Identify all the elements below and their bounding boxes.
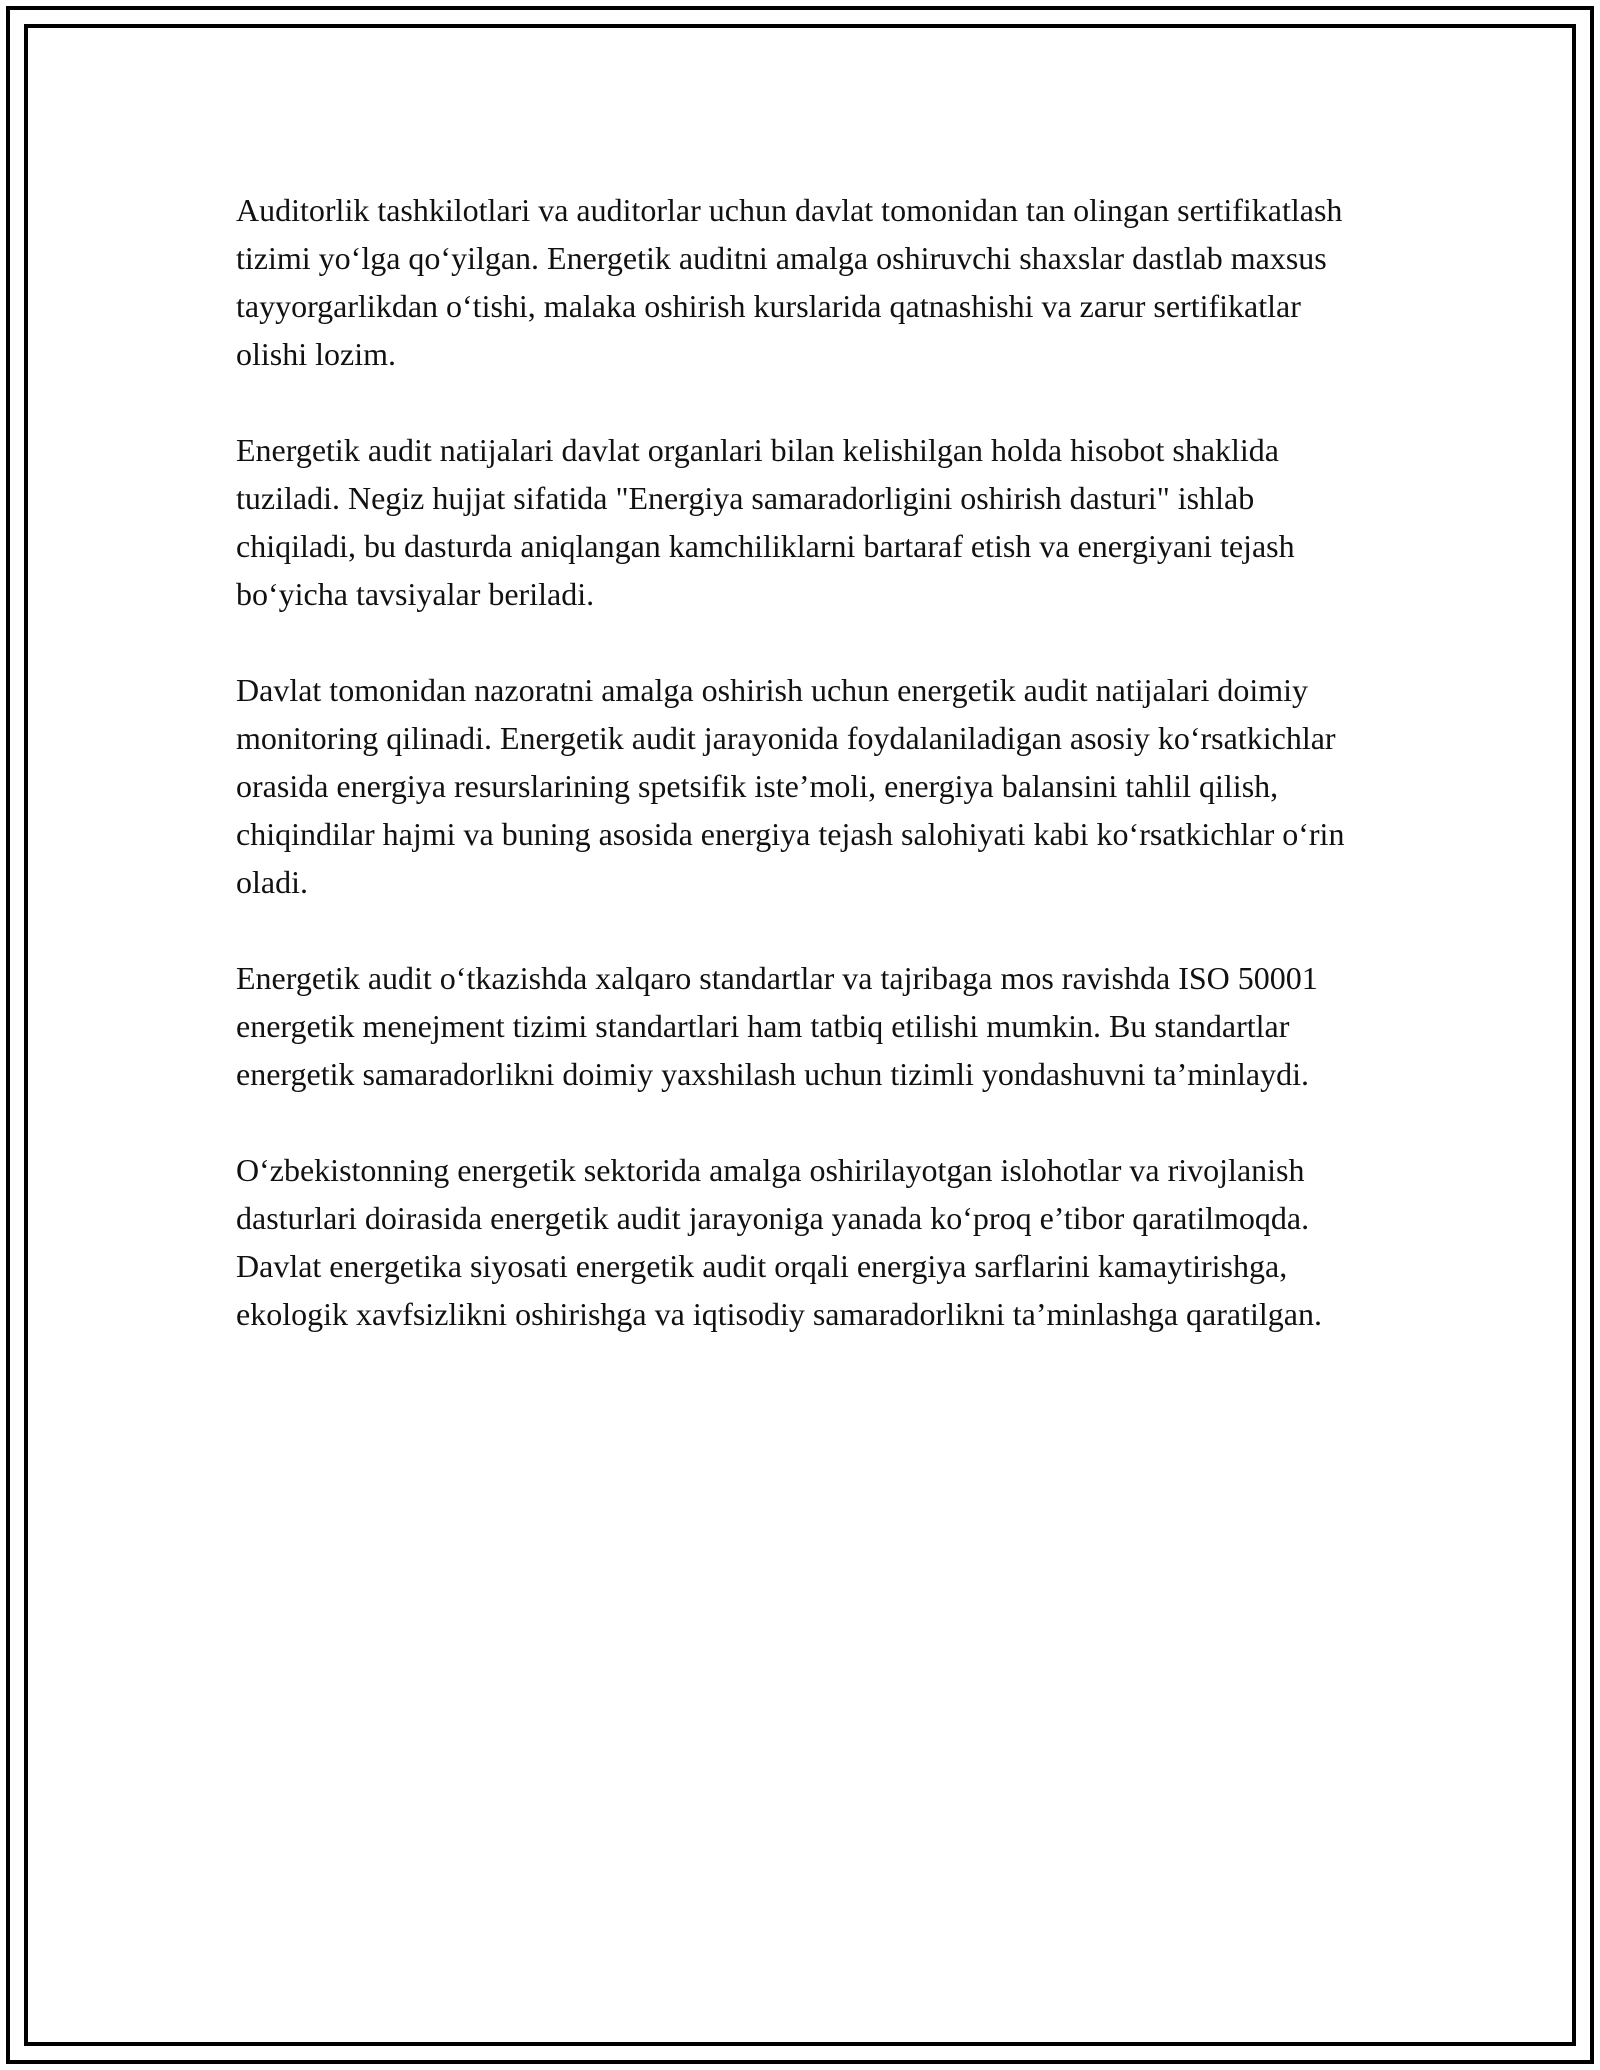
document-body: [236, 186, 1376, 1386]
paragraph-reforms: O‘zbekistonning energetik sektorida amalga oshirilayotgan islohotlar va rivojlanish dasturlari doirasida energetik audit jarayoniga yanada ko‘proq e’tibor qaratilmoqda. Davlat energetika siyosati energetik audit orqali energiya sarflarini kamaytirishga, ekologik xavfsizlikni oshirishga va iqtisodiy samaradorlikni ta’minlashga qaratilgan.: [236, 1152, 1322, 1332]
paragraph-iso-standards: Energetik audit o‘tkazishda xalqaro standartlar va tajribaga mos ravishda ISO 50001 energetik menejment tizimi standartlari ham tatbiq etilishi mumkin. Bu standartlar energetik samaradorlikni doimiy yaxshilash uchun tizimli yondashuvni ta’minlaydi.: [236, 960, 1318, 1092]
paragraph-certification: Auditorlik tashkilotlari va auditorlar uchun davlat tomonidan tan olingan sertifikatlash tizimi yo‘lga qo‘yilgan. Energetik auditni amalga oshiruvchi shaxslar dastlab maxsus tayyorgarlikdan o‘tishi, malaka oshirish kurslarida qatnashishi va zarur sertifikatlar olishi lozim.: [236, 192, 1343, 372]
paragraph-audit-results: Energetik audit natijalari davlat organlari bilan kelishilgan holda hisobot shaklida tuziladi. Negiz hujjat sifatida "Energiya samaradorligini oshirish dasturi" ishlab chiqiladi, bu dasturda aniqlangan kamchiliklarni bartaraf etish va energiyani tejash bo‘yicha tavsiyalar beriladi.: [236, 432, 1295, 612]
paragraph-monitoring: Davlat tomonidan nazoratni amalga oshirish uchun energetik audit natijalari doimiy monitoring qilinadi. Energetik audit jarayonida foydalaniladigan asosiy ko‘rsatkichlar orasida energiya resurslarining spetsifik iste’moli, energiya balansini tahlil qilish, chiqindilar hajmi va buning asosida energiya tejash salohiyati kabi ko‘rsatkichlar o‘rin oladi.: [236, 672, 1345, 900]
